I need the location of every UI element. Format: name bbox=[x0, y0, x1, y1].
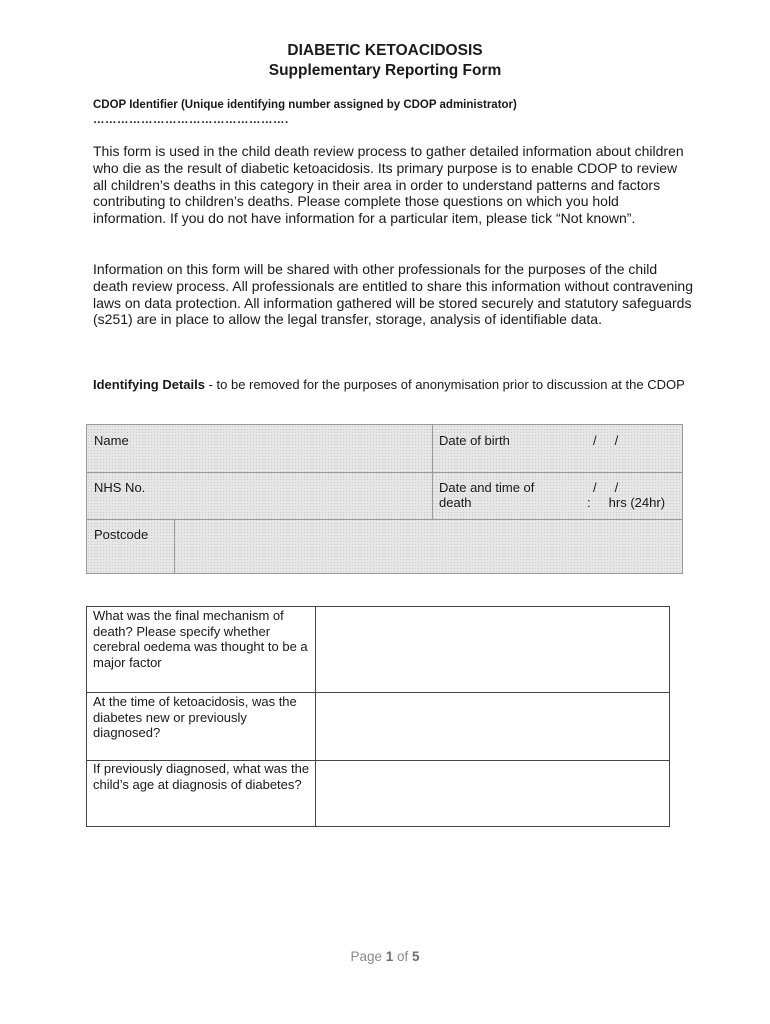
postcode-label-cell bbox=[87, 519, 174, 573]
answer-age-at-diagnosis[interactable] bbox=[316, 761, 669, 826]
name-field[interactable] bbox=[87, 425, 432, 472]
form-subtitle: Supplementary Reporting Form bbox=[268, 62, 502, 79]
dob-slashes: / / bbox=[593, 433, 619, 448]
dod-time: : hrs (24hr) bbox=[587, 495, 666, 510]
date-of-death-field[interactable] bbox=[432, 472, 682, 519]
dod-label-line1: Date and time of bbox=[439, 480, 535, 495]
identifying-details-note: - to be removed for the purposes of anonymisation prior to discussion at the CDOP bbox=[204, 377, 685, 392]
postcode-label: Postcode bbox=[94, 527, 149, 542]
of-word: of bbox=[397, 949, 409, 964]
question-age-at-diagnosis: If previously diagnosed, what was the child’s age at diagnosis of diabetes? bbox=[93, 761, 310, 792]
page-word: Page bbox=[350, 949, 382, 964]
identifying-details-title: Identifying Details bbox=[93, 377, 205, 392]
question-diabetes-new-or-previous: At the time of ketoacidosis, was the diabetes new or previously diagnosed? bbox=[93, 694, 297, 740]
question-mechanism-of-death: What was the final mechanism of death? Please specify whether cerebral oedema was thought to be a major factor bbox=[93, 608, 308, 670]
page-current: 1 bbox=[385, 949, 394, 964]
dod-label-line2: death bbox=[439, 495, 472, 510]
dod-slashes: / / bbox=[593, 480, 619, 495]
details-divider bbox=[174, 519, 175, 573]
page-total: 5 bbox=[412, 949, 420, 964]
details-divider bbox=[87, 472, 682, 473]
answer-mechanism-of-death[interactable] bbox=[316, 607, 669, 692]
name-label: Name bbox=[94, 433, 129, 448]
dob-field[interactable] bbox=[432, 425, 682, 472]
form-title: DIABETIC KETOACIDOSIS bbox=[287, 42, 483, 59]
cdop-identifier-label: CDOP Identifier (Unique identifying number assigned by CDOP administrator) bbox=[93, 99, 517, 111]
dob-label: Date of birth bbox=[439, 433, 510, 448]
answer-diabetes-new-or-previous[interactable] bbox=[316, 693, 669, 760]
nhs-number-label: NHS No. bbox=[94, 480, 146, 495]
identifying-details-table bbox=[86, 424, 683, 574]
intro-paragraph-1: This form is used in the child death review process to gather detailed information about children who die as the result of diabetic ketoacidosis. Its primary purpose is to enable CDOP to review all children’s deaths in this category in their area in order to understand patterns and factors contributing to children’s deaths. Please complete those questions on which you hold information. If you do not have information for a particular item, please tick “Not known”. bbox=[93, 143, 684, 227]
page-footer bbox=[0, 949, 770, 964]
postcode-field[interactable] bbox=[174, 519, 682, 573]
intro-paragraph-2: Information on this form will be shared with other professionals for the purposes of the child death review process. All professionals are entitled to share this information without contravening laws on data protection. All information gathered will be stored securely and statutory safeguards (s251) are in place to allow the legal transfer, storage, analysis of identifiable data. bbox=[93, 261, 693, 328]
cdop-identifier-field[interactable]: …………………………………………. bbox=[93, 114, 289, 126]
questions-table bbox=[86, 606, 670, 827]
identifying-details-heading bbox=[93, 377, 693, 393]
nhs-number-field[interactable] bbox=[87, 472, 432, 519]
details-divider bbox=[87, 519, 682, 520]
